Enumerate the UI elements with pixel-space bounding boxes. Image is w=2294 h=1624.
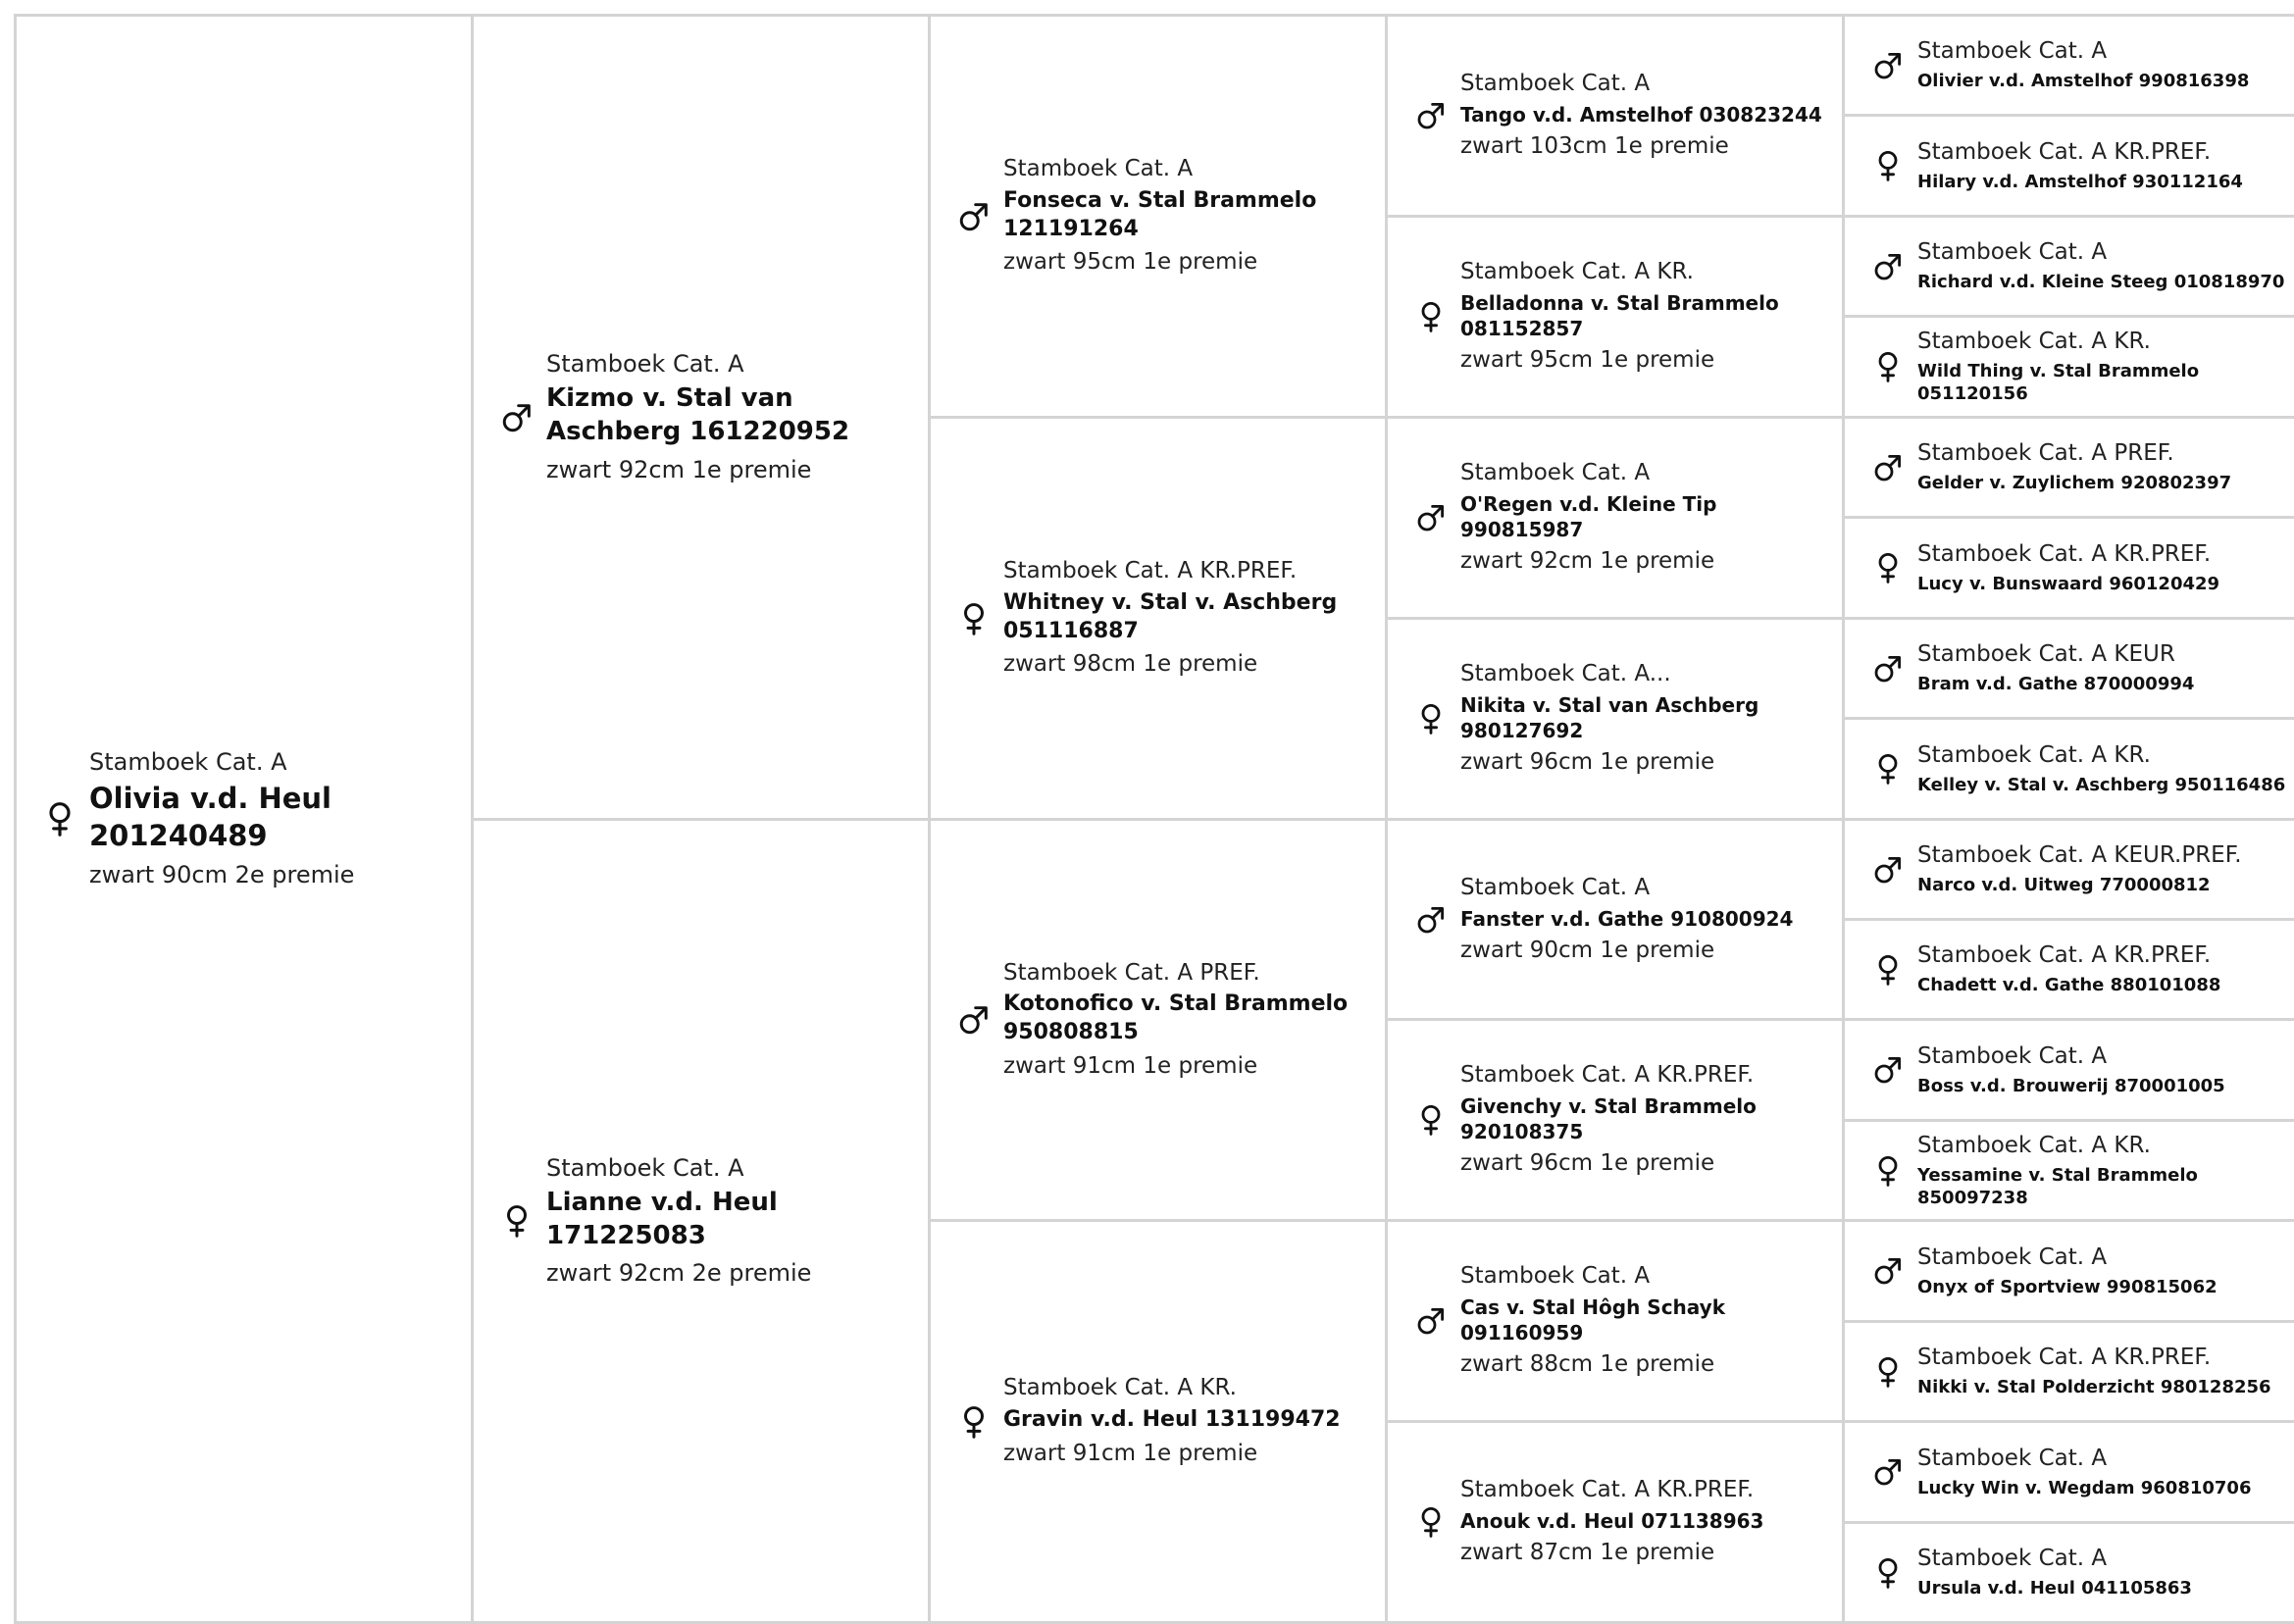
studbook-category: Stamboek Cat. A bbox=[546, 1153, 744, 1182]
female-symbol-icon bbox=[1859, 552, 1917, 584]
horse-name[interactable]: Olivia v.d. Heul 201240489 bbox=[89, 781, 331, 852]
horse-details: zwart 103cm 1e premie bbox=[1460, 133, 1729, 159]
studbook-category: Stamboek Cat. A KR. bbox=[1917, 741, 2151, 768]
male-symbol-icon bbox=[487, 401, 546, 434]
horse-info bbox=[1460, 660, 1842, 778]
horse-details: zwart 90cm 1e premie bbox=[1460, 937, 1715, 963]
horse-details: zwart 91cm 1e premie bbox=[1003, 1440, 1258, 1466]
studbook-category: Stamboek Cat. A bbox=[546, 350, 744, 379]
horse-info bbox=[1917, 138, 2294, 193]
male-symbol-icon bbox=[1859, 251, 1917, 282]
studbook-category: Stamboek Cat. A bbox=[1460, 71, 1651, 97]
grandparent-card[interactable] bbox=[928, 416, 1388, 821]
horse-info bbox=[1917, 1132, 2294, 1210]
female-symbol-icon bbox=[487, 1204, 546, 1238]
horse-name[interactable]: Tango v.d. Amstelhof 030823244 bbox=[1460, 103, 1822, 127]
studbook-category: Stamboek Cat. A KEUR.PREF. bbox=[1917, 842, 2242, 869]
horse-details: zwart 95cm 1e premie bbox=[1003, 249, 1258, 276]
male-symbol-icon bbox=[1859, 653, 1917, 685]
horse-info bbox=[1917, 1042, 2294, 1097]
studbook-category: Stamboek Cat. A bbox=[1917, 1546, 2108, 1572]
male-symbol-icon bbox=[1859, 1255, 1917, 1287]
great-grandparent-card[interactable] bbox=[1385, 617, 1845, 821]
great-great-grandparent-card[interactable] bbox=[1842, 114, 2294, 218]
horse-name[interactable]: Yessamine v. Stal Brammelo 850097238 bbox=[1917, 1164, 2198, 1208]
female-symbol-icon bbox=[1402, 301, 1460, 332]
horse-info bbox=[1460, 1262, 1842, 1380]
male-symbol-icon bbox=[1859, 50, 1917, 81]
horse-details: zwart 96cm 1e premie bbox=[1460, 749, 1715, 775]
horse-details: zwart 95cm 1e premie bbox=[1460, 347, 1715, 373]
horse-name[interactable]: Cas v. Stal Hôgh Schayk 091160959 bbox=[1460, 1295, 1725, 1345]
great-great-grandparent-card[interactable] bbox=[1842, 918, 2294, 1021]
studbook-category: Stamboek Cat. A KR.PREF. bbox=[1460, 1062, 1755, 1089]
horse-name[interactable]: Boss v.d. Brouwerij 870001005 bbox=[1917, 1075, 2225, 1096]
horse-name[interactable]: Nikki v. Stal Polderzicht 980128256 bbox=[1917, 1377, 2271, 1398]
horse-info bbox=[1917, 941, 2294, 996]
great-great-grandparent-card[interactable] bbox=[1842, 717, 2294, 821]
horse-details: zwart 90cm 2e premie bbox=[89, 861, 355, 889]
horse-info bbox=[1003, 155, 1385, 278]
studbook-category: Stamboek Cat. A KR.PREF. bbox=[1917, 138, 2212, 165]
great-great-grandparent-card[interactable] bbox=[1842, 215, 2294, 318]
parent-card[interactable] bbox=[471, 14, 931, 821]
great-grandparent-card[interactable] bbox=[1385, 818, 1845, 1021]
great-great-grandparent-card[interactable] bbox=[1842, 14, 2294, 117]
female-symbol-icon bbox=[944, 1405, 1003, 1439]
horse-name[interactable]: Chadett v.d. Gathe 880101088 bbox=[1917, 975, 2221, 996]
female-symbol-icon bbox=[1859, 954, 1917, 986]
horse-name[interactable]: Kelley v. Stal v. Aschberg 950116486 bbox=[1917, 774, 2286, 795]
horse-details: zwart 87cm 1e premie bbox=[1460, 1540, 1715, 1565]
horse-name[interactable]: Hilary v.d. Amstelhof 930112164 bbox=[1917, 171, 2243, 192]
horse-name[interactable]: Gravin v.d. Heul 131199472 bbox=[1003, 1407, 1341, 1433]
studbook-category: Stamboek Cat. A bbox=[1917, 38, 2108, 65]
horse-name[interactable]: Kizmo v. Stal van Aschberg 161220952 bbox=[546, 383, 850, 446]
horse-info bbox=[1917, 841, 2294, 896]
male-symbol-icon bbox=[1402, 502, 1460, 533]
male-symbol-icon bbox=[1859, 452, 1917, 483]
studbook-category: Stamboek Cat. A... bbox=[1460, 661, 1671, 687]
studbook-category: Stamboek Cat. A KR. bbox=[1460, 259, 1694, 285]
parent-card[interactable] bbox=[471, 818, 931, 1624]
horse-info bbox=[1003, 959, 1385, 1082]
studbook-category: Stamboek Cat. A PREF. bbox=[1917, 440, 2174, 467]
horse-details: zwart 92cm 1e premie bbox=[546, 455, 812, 483]
studbook-category: Stamboek Cat. A PREF. bbox=[1003, 959, 1260, 986]
female-symbol-icon bbox=[30, 801, 89, 837]
horse-info bbox=[1917, 540, 2294, 595]
horse-details: zwart 88cm 1e premie bbox=[1460, 1351, 1715, 1377]
female-symbol-icon bbox=[1859, 150, 1917, 181]
horse-info bbox=[1003, 557, 1385, 680]
subject-card[interactable] bbox=[14, 14, 474, 1624]
horse-details: zwart 92cm 1e premie bbox=[1460, 548, 1715, 574]
male-symbol-icon bbox=[1402, 904, 1460, 936]
studbook-category: Stamboek Cat. A KR.PREF. bbox=[1917, 540, 2212, 567]
horse-info bbox=[1917, 1243, 2294, 1298]
horse-info bbox=[1460, 70, 1842, 162]
studbook-category: Stamboek Cat. A KR.PREF. bbox=[1003, 558, 1298, 584]
studbook-category: Stamboek Cat. A bbox=[1460, 460, 1651, 486]
studbook-category: Stamboek Cat. A bbox=[1917, 1042, 2108, 1069]
great-great-grandparent-card[interactable] bbox=[1842, 1320, 2294, 1423]
horse-info bbox=[1460, 874, 1842, 966]
studbook-category: Stamboek Cat. A bbox=[1917, 1445, 2108, 1471]
horse-name[interactable]: Narco v.d. Uitweg 770000812 bbox=[1917, 875, 2211, 896]
male-symbol-icon bbox=[1859, 1054, 1917, 1086]
horse-name[interactable]: Fonseca v. Stal Brammelo 121191264 bbox=[1003, 187, 1317, 241]
horse-name[interactable]: Bram v.d. Gathe 870000994 bbox=[1917, 674, 2195, 695]
horse-info bbox=[1460, 1061, 1842, 1179]
horse-info bbox=[1917, 238, 2294, 293]
female-symbol-icon bbox=[1859, 351, 1917, 382]
horse-name[interactable]: Richard v.d. Kleine Steeg 010818970 bbox=[1917, 272, 2285, 293]
horse-info bbox=[1917, 640, 2294, 695]
horse-info bbox=[1917, 37, 2294, 92]
studbook-category: Stamboek Cat. A KR. bbox=[1917, 1132, 2151, 1158]
great-great-grandparent-card[interactable] bbox=[1842, 516, 2294, 620]
male-symbol-icon bbox=[1859, 854, 1917, 886]
horse-name[interactable]: Fanster v.d. Gathe 910800924 bbox=[1460, 906, 1794, 931]
horse-name[interactable]: Lucky Win v. Wegdam 960810706 bbox=[1917, 1477, 2252, 1498]
horse-name[interactable]: Gelder v. Zuylichem 920802397 bbox=[1917, 473, 2232, 494]
male-symbol-icon bbox=[1859, 1456, 1917, 1488]
great-great-grandparent-card[interactable] bbox=[1842, 1420, 2294, 1524]
female-symbol-icon bbox=[1402, 1104, 1460, 1136]
horse-info bbox=[1917, 1344, 2294, 1398]
great-great-grandparent-card[interactable] bbox=[1842, 818, 2294, 921]
female-symbol-icon bbox=[1402, 703, 1460, 735]
great-grandparent-card[interactable] bbox=[1385, 215, 1845, 419]
female-symbol-icon bbox=[1859, 1356, 1917, 1388]
grandparent-card[interactable] bbox=[928, 14, 1388, 419]
studbook-category: Stamboek Cat. A bbox=[1917, 239, 2108, 266]
studbook-category: Stamboek Cat. A bbox=[1460, 874, 1651, 900]
female-symbol-icon bbox=[944, 602, 1003, 635]
horse-info bbox=[1917, 1545, 2294, 1599]
grandparent-card[interactable] bbox=[928, 818, 1388, 1222]
horse-name[interactable]: Belladonna v. Stal Brammelo 081152857 bbox=[1460, 291, 1779, 340]
male-symbol-icon bbox=[944, 200, 1003, 233]
horse-name[interactable]: Lianne v.d. Heul 171225083 bbox=[546, 1187, 778, 1250]
horse-info bbox=[1460, 459, 1842, 577]
female-symbol-icon bbox=[1402, 1506, 1460, 1538]
great-great-grandparent-card[interactable] bbox=[1842, 1119, 2294, 1222]
horse-info bbox=[1917, 439, 2294, 494]
great-great-grandparent-card[interactable] bbox=[1842, 315, 2294, 419]
female-symbol-icon bbox=[1859, 1557, 1917, 1589]
pedigree-chart bbox=[14, 14, 2294, 1621]
horse-name[interactable]: Anouk v.d. Heul 071138963 bbox=[1460, 1509, 1764, 1533]
studbook-category: Stamboek Cat. A KR.PREF. bbox=[1460, 1477, 1755, 1503]
horse-details: zwart 98cm 1e premie bbox=[1003, 651, 1258, 678]
horse-info bbox=[1917, 1445, 2294, 1499]
great-grandparent-card[interactable] bbox=[1385, 416, 1845, 620]
horse-name[interactable]: Whitney v. Stal v. Aschberg 051116887 bbox=[1003, 589, 1338, 643]
horse-details: zwart 91cm 1e premie bbox=[1003, 1052, 1258, 1079]
great-grandparent-card[interactable] bbox=[1385, 1018, 1845, 1222]
horse-name[interactable]: Wild Thing v. Stal Brammelo 051120156 bbox=[1917, 361, 2200, 405]
horse-name[interactable]: Lucy v. Bunswaard 960120429 bbox=[1917, 573, 2220, 594]
great-great-grandparent-card[interactable] bbox=[1842, 1521, 2294, 1624]
great-great-grandparent-card[interactable] bbox=[1842, 416, 2294, 519]
male-symbol-icon bbox=[944, 1003, 1003, 1037]
great-grandparent-card[interactable] bbox=[1385, 1420, 1845, 1624]
studbook-category: Stamboek Cat. A KEUR bbox=[1917, 641, 2175, 668]
great-great-grandparent-card[interactable] bbox=[1842, 1018, 2294, 1122]
great-great-grandparent-card[interactable] bbox=[1842, 617, 2294, 720]
male-symbol-icon bbox=[1402, 100, 1460, 131]
great-grandparent-card[interactable] bbox=[1385, 14, 1845, 218]
grandparent-card[interactable] bbox=[928, 1219, 1388, 1624]
horse-info bbox=[546, 349, 928, 485]
horse-info bbox=[546, 1153, 928, 1290]
horse-name[interactable]: Kotonofico v. Stal Brammelo 950808815 bbox=[1003, 991, 1349, 1044]
studbook-category: Stamboek Cat. A KR. bbox=[1917, 329, 2151, 355]
horse-name[interactable]: Nikita v. Stal van Aschberg 980127692 bbox=[1460, 693, 1759, 742]
horse-details: zwart 96cm 1e premie bbox=[1460, 1150, 1715, 1176]
horse-name[interactable]: Olivier v.d. Amstelhof 990816398 bbox=[1917, 71, 2250, 92]
great-grandparent-card[interactable] bbox=[1385, 1219, 1845, 1423]
studbook-category: Stamboek Cat. A bbox=[89, 747, 287, 776]
studbook-category: Stamboek Cat. A KR.PREF. bbox=[1917, 942, 2212, 969]
horse-info bbox=[1917, 741, 2294, 796]
horse-name[interactable]: Onyx of Sportview 990815062 bbox=[1917, 1276, 2218, 1297]
female-symbol-icon bbox=[1859, 1155, 1917, 1187]
studbook-category: Stamboek Cat. A bbox=[1003, 156, 1194, 182]
studbook-category: Stamboek Cat. A KR. bbox=[1003, 1375, 1237, 1401]
male-symbol-icon bbox=[1402, 1305, 1460, 1337]
horse-info bbox=[1460, 1476, 1842, 1568]
female-symbol-icon bbox=[1859, 753, 1917, 785]
horse-info bbox=[89, 747, 471, 891]
studbook-category: Stamboek Cat. A KR.PREF. bbox=[1917, 1345, 2212, 1371]
horse-name[interactable]: Givenchy v. Stal Brammelo 920108375 bbox=[1460, 1094, 1757, 1143]
horse-info bbox=[1003, 1374, 1385, 1468]
horse-info bbox=[1917, 328, 2294, 406]
horse-name[interactable]: Ursula v.d. Heul 041105863 bbox=[1917, 1578, 2192, 1599]
studbook-category: Stamboek Cat. A bbox=[1460, 1263, 1651, 1290]
horse-info bbox=[1460, 258, 1842, 376]
horse-name[interactable]: O'Regen v.d. Kleine Tip 990815987 bbox=[1460, 492, 1717, 541]
great-great-grandparent-card[interactable] bbox=[1842, 1219, 2294, 1323]
studbook-category: Stamboek Cat. A bbox=[1917, 1243, 2108, 1270]
horse-details: zwart 92cm 2e premie bbox=[546, 1259, 812, 1288]
